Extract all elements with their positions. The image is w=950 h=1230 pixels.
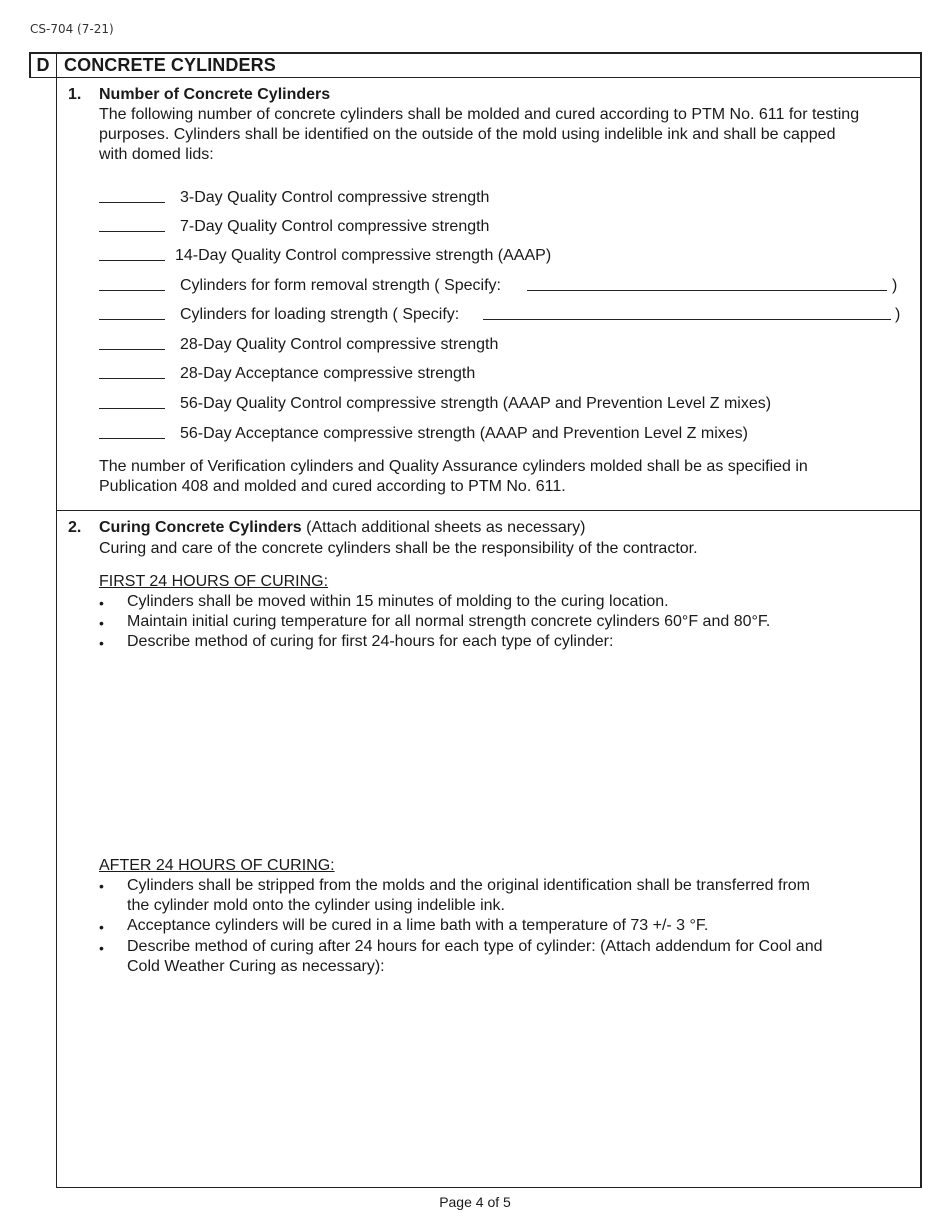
first24-bullet: Maintain initial curing temperature for all normal strength concrete cylinders 60°F and 80°F. xyxy=(127,613,771,630)
cylinder-label: 7-Day Quality Control compressive strength xyxy=(180,218,490,235)
section-letter: D xyxy=(36,55,50,75)
item2-intro: Curing and care of the concrete cylinders shall be the responsibility of the contractor. xyxy=(99,540,698,557)
quantity-blank[interactable] xyxy=(99,408,165,409)
cylinder-row xyxy=(99,364,899,384)
cylinder-row xyxy=(99,424,899,444)
item2-number: 2. xyxy=(68,519,82,536)
cylinder-row xyxy=(99,246,899,266)
quantity-blank[interactable] xyxy=(99,378,165,379)
quantity-blank[interactable] xyxy=(99,290,165,291)
bullet-dot: • xyxy=(99,919,104,935)
quantity-blank[interactable] xyxy=(99,438,165,439)
quantity-blank[interactable] xyxy=(99,349,165,350)
after24-bullet-line: Acceptance cylinders will be cured in a lime bath with a temperature of 73 +/- 3 °F. xyxy=(127,917,709,934)
section-divider xyxy=(56,510,922,511)
bullet-dot: • xyxy=(99,940,104,956)
form-code: CS-704 (7-21) xyxy=(30,22,114,36)
header-bottom-border xyxy=(29,77,922,78)
frame-right-border xyxy=(920,52,922,1188)
cylinder-row xyxy=(99,394,899,414)
after24-bullet-line: Describe method of curing after 24 hours for each type of cylinder: (Attach addendum for Cool and xyxy=(127,938,823,955)
cylinder-label: 56-Day Acceptance compressive strength (AAAP and Prevention Level Z mixes) xyxy=(180,425,748,442)
cylinder-row xyxy=(99,188,899,208)
after24-bullet-line: Cylinders shall be stripped from the molds and the original identification shall be transferred from xyxy=(127,877,811,894)
bullet-dot: • xyxy=(99,595,104,611)
item1-number: 1. xyxy=(68,86,82,103)
item1-intro-line: The following number of concrete cylinders shall be molded and cured according to PTM No. 611 for testing xyxy=(99,106,860,123)
frame-bottom-border xyxy=(56,1187,922,1188)
item1-heading: Number of Concrete Cylinders xyxy=(99,86,331,103)
first24-bullet: Cylinders shall be moved within 15 minutes of molding to the curing location. xyxy=(127,593,669,610)
cylinder-row xyxy=(99,276,909,296)
cylinder-label: Cylinders for form removal strength ( Specify: xyxy=(180,277,501,294)
after24-bullet-line: Cold Weather Curing as necessary): xyxy=(127,958,385,975)
item1-footer-line: The number of Verification cylinders and Quality Assurance cylinders molded shall be as specified in xyxy=(99,458,808,475)
bullet-dot: • xyxy=(99,635,104,651)
quantity-blank[interactable] xyxy=(99,260,165,261)
cylinder-label: 56-Day Quality Control compressive strength (AAAP and Prevention Level Z mixes) xyxy=(180,395,772,412)
first24-heading: FIRST 24 HOURS OF CURING: xyxy=(99,573,329,590)
bullet-dot: • xyxy=(99,615,104,631)
item1-footer-line: Publication 408 and molded and cured according to PTM No. 611. xyxy=(99,478,566,495)
after24-bullet-line: the cylinder mold onto the cylinder using indelible ink. xyxy=(127,897,505,914)
quantity-blank[interactable] xyxy=(99,231,165,232)
first24-bullet: Describe method of curing for first 24-hours for each type of cylinder: xyxy=(127,633,614,650)
column-divider xyxy=(56,52,57,1188)
cylinder-label: 28-Day Quality Control compressive strength xyxy=(180,336,499,353)
item1-intro-line: purposes. Cylinders shall be identified on the outside of the mold using indelible ink and shall be capped xyxy=(99,126,836,143)
frame-top-border xyxy=(29,52,922,54)
specify-close-paren: ) xyxy=(895,306,901,323)
bullet-dot: • xyxy=(99,878,104,894)
cylinder-row xyxy=(99,335,899,355)
cylinder-label: Cylinders for loading strength ( Specify: xyxy=(180,306,460,323)
page-number: Page 4 of 5 xyxy=(439,1194,511,1210)
cylinder-label: 28-Day Acceptance compressive strength xyxy=(180,365,476,382)
specify-blank[interactable] xyxy=(483,319,891,320)
cylinder-label: 14-Day Quality Control compressive strength (AAAP) xyxy=(175,247,552,264)
after24-heading: AFTER 24 HOURS OF CURING: xyxy=(99,857,335,874)
cylinder-row xyxy=(99,305,909,325)
cylinder-label: 3-Day Quality Control compressive strength xyxy=(180,189,490,206)
specify-blank[interactable] xyxy=(527,290,887,291)
item2-heading-line xyxy=(99,518,585,538)
quantity-blank[interactable] xyxy=(99,202,165,203)
section-title: CONCRETE CYLINDERS xyxy=(64,55,276,75)
specify-close-paren: ) xyxy=(892,277,898,294)
item2-heading-note: (Attach additional sheets as necessary) xyxy=(306,519,586,536)
item2-heading: Curing Concrete Cylinders xyxy=(99,519,302,536)
item1-intro-line: with domed lids: xyxy=(99,146,214,163)
cylinder-row xyxy=(99,217,899,237)
quantity-blank[interactable] xyxy=(99,319,165,320)
